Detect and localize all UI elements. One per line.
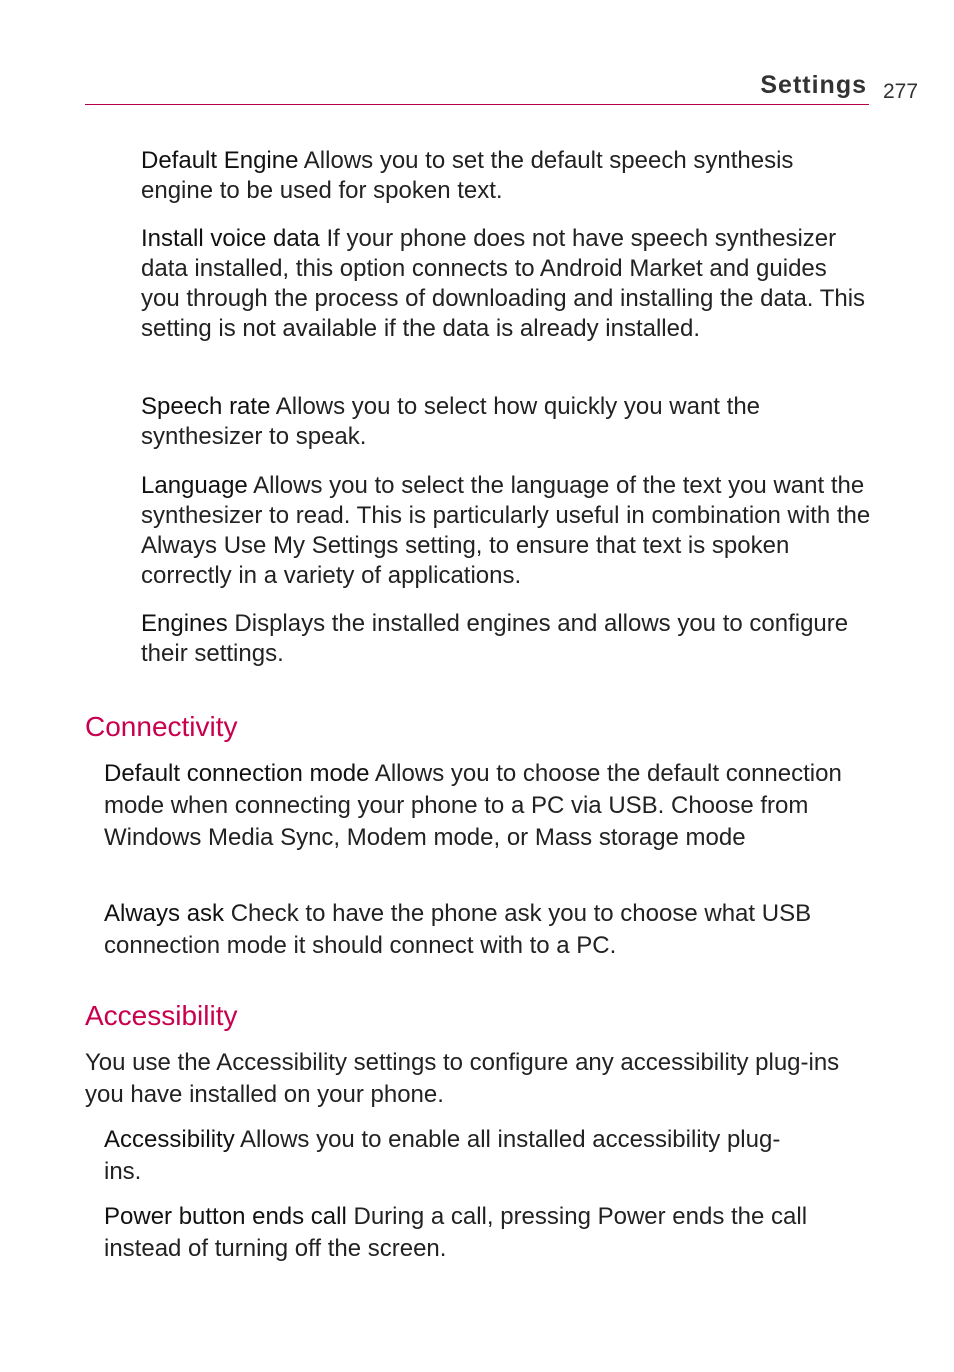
entry-desc: During a call, pressing Power ends the call instead of turning off the screen. bbox=[104, 1203, 808, 1262]
entry-term: Always ask bbox=[104, 900, 225, 927]
entry-desc: Allows you to select how quickly you want the synthesizer to speak. bbox=[141, 393, 761, 450]
section-title-accessibility: Accessibility bbox=[85, 1000, 238, 1031]
header-title: Settings bbox=[760, 71, 867, 99]
entry-desc: Allows you to set the default speech synthesis engine to be used for spoken text. bbox=[141, 147, 794, 204]
entry-speech-rate bbox=[141, 392, 871, 452]
entry-always-ask bbox=[104, 898, 874, 962]
entry-desc: Check to have the phone ask you to choose what USB connection mode it should connect with to a PC. bbox=[104, 900, 812, 959]
entry-default-connection-mode bbox=[104, 758, 874, 854]
entry-term: Accessibility bbox=[104, 1126, 235, 1153]
entry-term: Language bbox=[141, 472, 248, 499]
entry-language bbox=[141, 471, 871, 591]
page-number: 277 bbox=[883, 80, 919, 103]
entry-engines bbox=[141, 609, 871, 669]
entry-desc: If your phone does not have speech synthesizer data installed, this option connects to Android Market and guides you through the process of downloading and installing the data. This setting is not available if the data is already installed. bbox=[141, 225, 866, 342]
entry-desc: Allows you to select the language of the text you want the synthesizer to read. This is particularly useful in combination with the Always Use My Settings setting, to ensure that text is spoken correctly in a variety of applications. bbox=[141, 472, 871, 589]
accessibility-intro: You use the Accessibility settings to configure any accessibility plug-ins you have installed on your phone. bbox=[85, 1049, 840, 1108]
entry-term: Default connection mode bbox=[104, 760, 370, 787]
entry-term: Power button ends call bbox=[104, 1203, 347, 1230]
section-title-connectivity: Connectivity bbox=[85, 711, 238, 742]
entry-accessibility bbox=[104, 1124, 804, 1188]
entry-term: Engines bbox=[141, 610, 228, 637]
entry-install-voice-data bbox=[141, 224, 871, 344]
entry-term: Install voice data bbox=[141, 225, 320, 252]
entry-default-engine bbox=[141, 146, 871, 206]
entry-desc: Allows you to choose the default connection mode when connecting your phone to a PC via USB. Choose from Windows Media Sync, Modem mode, or Mass storage mode bbox=[104, 760, 842, 851]
entry-desc: Displays the installed engines and allows you to configure their settings. bbox=[141, 610, 849, 667]
entry-desc: Allows you to enable all installed accessibility plug-ins. bbox=[104, 1126, 781, 1185]
page-header bbox=[85, 62, 869, 105]
entry-term: Speech rate bbox=[141, 393, 271, 420]
entry-power-button-ends-call bbox=[104, 1201, 864, 1265]
entry-term: Default Engine bbox=[141, 147, 299, 174]
